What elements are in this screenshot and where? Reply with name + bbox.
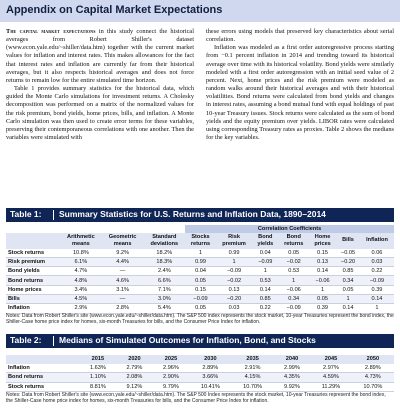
table-cell: 0.14: [336, 304, 360, 313]
table-cell: 0.39: [360, 285, 394, 294]
table-cell: 4.8%: [60, 276, 102, 285]
table-cell: 0.15: [309, 249, 336, 258]
table2-notes: Notes: Data from Robert Shiller's site (www.econ.yale.edu/~shiller/data.htm). The S&P 500 Index represents the stock market, 10-year Treasuries represent the bond index, the Shiller-Case home price index for homes, six-month Treasuries for bills, and the Consumer Price Index for inflation.: [6, 392, 386, 405]
table-cell: 4.6%: [102, 276, 144, 285]
table-cell: 0.03: [216, 304, 252, 313]
table-cell: 2.9%: [60, 304, 102, 313]
table1-title: Summary Statistics for U.S. Returns and Inflation Data, 1890–2014: [59, 209, 326, 219]
divider: [53, 336, 54, 346]
column-header-line: Risk: [228, 234, 240, 241]
body-columns: [6, 28, 394, 200]
row-label: Bills: [6, 294, 60, 303]
right-column: [206, 28, 394, 142]
table-cell: 0.99: [216, 249, 252, 258]
table-cell: 0.99: [185, 257, 216, 266]
year-header: 2050: [352, 355, 394, 364]
table-cell: 2.08%: [116, 373, 153, 383]
table-row: [6, 285, 394, 294]
table-cell: 0.34: [278, 294, 309, 303]
table-cell: 1: [309, 285, 336, 294]
column-header-line: Standard: [152, 234, 177, 241]
table-cell: 2.79%: [116, 364, 153, 373]
table-cell: 0.03: [360, 257, 394, 266]
table-cell: −0.20: [336, 257, 360, 266]
column-header-line: Stocks: [191, 234, 210, 241]
table1-notes: Notes: Data from Robert Shiller's site (www.econ.yale.edu/~shiller/data.htm). The S&P 500 index represents the stock market, 10-year Treasuries represent the bond index, the Shiller-Case home price index for homes, six-month Treasuries for bills, and the Consumer Price Index for inflation.: [6, 313, 394, 326]
table-cell: 10.70%: [231, 382, 273, 392]
table-cell: 0.05: [185, 276, 216, 285]
header-spacer: [6, 225, 185, 233]
table-cell: 0.85: [252, 294, 278, 303]
table-row: [6, 373, 394, 383]
table1-titlebar: [6, 208, 394, 222]
column-headers: [6, 233, 394, 249]
table-cell: 3.66%: [189, 373, 231, 383]
table-row: [6, 364, 394, 373]
table-cell: 1: [185, 249, 216, 258]
medians-table: [6, 355, 394, 392]
table-cell: 4.7%: [60, 267, 102, 276]
column-header-line: Arithmetic: [67, 234, 95, 241]
table-cell: 0.85: [336, 267, 360, 276]
table-cell: 4.5%: [60, 294, 102, 303]
column-header-line: returns: [190, 240, 211, 247]
table-cell: 1: [336, 294, 360, 303]
table-cell: 1.10%: [80, 373, 117, 383]
table-cell: 0.34: [336, 276, 360, 285]
year-header: 2015: [80, 355, 117, 364]
table-cell: 2.89%: [352, 364, 394, 373]
table-cell: −0.09: [185, 294, 216, 303]
table2-title: Medians of Simulated Outcomes for Inflation, Bond, and Stocks: [59, 335, 316, 345]
corner-cell: [6, 355, 80, 364]
corner-cell: [6, 233, 60, 249]
row-label: Inflation: [6, 364, 80, 373]
year-header: 2030: [189, 355, 231, 364]
table-cell: 0.05: [336, 285, 360, 294]
table-cell: 2.8%: [102, 304, 144, 313]
year-header: 2040: [274, 355, 311, 364]
column-header: [60, 233, 102, 249]
table-cell: 0.15: [185, 285, 216, 294]
table-cell: 0.14: [252, 285, 278, 294]
table-cell: −0.05: [336, 249, 360, 258]
column-header-line: Geometric: [108, 234, 137, 241]
table-row: [6, 276, 394, 285]
column-header-line: returns: [284, 240, 304, 247]
table-cell: 1.63%: [80, 364, 117, 373]
table-row: [6, 267, 394, 276]
left-column: [6, 28, 194, 142]
table-cell: −0.06: [309, 276, 336, 285]
row-label: Bond returns: [6, 276, 60, 285]
table-cell: 0.04: [185, 267, 216, 276]
table-cell: −0.02: [216, 276, 252, 285]
column-header-line: Home: [314, 234, 331, 241]
table-cell: 5.4%: [143, 304, 185, 313]
table-cell: 0.53: [252, 276, 278, 285]
table-cell: 6.6%: [143, 276, 185, 285]
column-header-line: Bills: [342, 237, 354, 244]
table-cell: −0.09: [360, 276, 394, 285]
year-header: 2020: [116, 355, 153, 364]
table-cell: 9.92%: [274, 382, 311, 392]
column-header: [336, 233, 360, 249]
table-row: [6, 257, 394, 266]
table-cell: 10.8%: [60, 249, 102, 258]
table-cell: 1: [278, 276, 309, 285]
year-header: 2025: [153, 355, 190, 364]
column-header-line: yields: [257, 240, 274, 247]
table-cell: −0.06: [278, 285, 309, 294]
column-header: [143, 233, 185, 249]
column-header-line: means: [72, 240, 90, 247]
table-cell: 2.4%: [143, 267, 185, 276]
table-cell: 4.15%: [231, 373, 273, 383]
table-cell: 18.2%: [143, 249, 185, 258]
table-cell: 2.97%: [310, 364, 351, 373]
column-header: [278, 233, 309, 249]
column-header: [216, 233, 252, 249]
row-label: Risk premium: [6, 257, 60, 266]
table-cell: 1: [360, 304, 394, 313]
table-cell: −0.02: [278, 257, 309, 266]
table-cell: 3.4%: [60, 285, 102, 294]
table-cell: −0.20: [216, 294, 252, 303]
lead-in: The capital market expectations: [6, 28, 96, 35]
column-header-line: premium: [222, 240, 246, 247]
table-cell: —: [102, 267, 144, 276]
table-cell: 10.41%: [189, 382, 231, 392]
table-cell: 4.73%: [352, 373, 394, 383]
row-label: Inflation: [6, 304, 60, 313]
table-cell: 3.0%: [143, 294, 185, 303]
table-cell: 8.81%: [80, 382, 117, 392]
paragraph-text: in this study connect the historical averages from Robert Shiller's dataset (www.econ.yale.edu/~shiller/data.htm) together with the current market values for inflation and interest rates. This makes allowances for the fact that interest rates and inflation are currently far from their historical averages, but it also respects historical averages and does not force returns to remain low for the entire simulated time horizon.: [6, 28, 195, 84]
table-cell: 0.14: [360, 294, 394, 303]
table-cell: 2.91%: [231, 364, 273, 373]
column-header-line: means: [113, 240, 132, 247]
table-cell: 0.13: [216, 285, 252, 294]
column-header: [252, 233, 278, 249]
table-cell: 2.96%: [153, 364, 190, 373]
table-cell: 2.89%: [189, 364, 231, 373]
page-header: [0, 0, 400, 22]
table-row: [6, 382, 394, 392]
table-cell: 6.1%: [60, 257, 102, 266]
table-cell: 0.05: [185, 304, 216, 313]
table-cell: 4.59%: [310, 373, 351, 383]
row-label: Bond returns: [6, 373, 80, 383]
table-cell: 0.39: [309, 304, 336, 313]
column-header-line: Bond: [286, 234, 301, 241]
table2-label: Table 2:: [10, 335, 42, 345]
column-header-line: deviations: [150, 240, 179, 247]
table-cell: 0.22: [252, 304, 278, 313]
table-cell: 7.1%: [143, 285, 185, 294]
column-header: [360, 233, 394, 249]
table-row: [6, 304, 394, 313]
paragraph: these errors using models that preserved key characteristics about serial correlation.: [206, 28, 394, 44]
row-label: Stock returns: [6, 249, 60, 258]
summary-statistics-table: [6, 225, 394, 314]
table1-label: Table 1:: [10, 209, 42, 219]
table-cell: 9.2%: [102, 249, 144, 258]
column-header: [185, 233, 216, 249]
paragraph: Table 1 provides summary statistics for the historical data, which guided the Monte Carlo simulations for investment returns. A Cholesky decomposition was performed on a matrix of the normalized values for the risk premium, bond yields, home prices, bills, and inflation. A Monte Carlo simulation was then used to create error terms for these variables, preserving their contemporaneous correlations with one another. Then the variables were simulated with: [6, 85, 194, 142]
table-cell: 18.3%: [143, 257, 185, 266]
table-cell: 0.13: [309, 257, 336, 266]
table-cell: 0.04: [252, 249, 278, 258]
table-cell: 0.06: [360, 249, 394, 258]
table-cell: 1: [216, 257, 252, 266]
table-cell: −0.09: [216, 267, 252, 276]
table-cell: 0.14: [309, 267, 336, 276]
column-header: [102, 233, 144, 249]
table-row: [6, 249, 394, 258]
table-cell: 11.29%: [310, 382, 351, 392]
year-header: 2045: [310, 355, 351, 364]
divider: [53, 210, 54, 220]
table-cell: 0.22: [360, 267, 394, 276]
row-label: Bond yields: [6, 267, 60, 276]
table-cell: 3.1%: [102, 285, 144, 294]
row-label: Home prices: [6, 285, 60, 294]
table-cell: 4.4%: [102, 257, 144, 266]
table-row: [6, 294, 394, 303]
table-cell: 0.05: [309, 294, 336, 303]
correlation-header: Correlation Coefficients: [185, 225, 394, 233]
table-cell: 10.70%: [352, 382, 394, 392]
table-cell: 9.79%: [153, 382, 190, 392]
table-cell: 0.05: [278, 249, 309, 258]
table-cell: −0.09: [278, 304, 309, 313]
paragraph: [6, 28, 194, 85]
table-cell: 2.90%: [153, 373, 190, 383]
column-header-line: Bond: [258, 234, 273, 241]
column-header-line: prices: [314, 240, 331, 247]
table-cell: −0.09: [252, 257, 278, 266]
table-cell: 0.53: [278, 267, 309, 276]
year-headers: [6, 355, 394, 364]
table-cell: 9.12%: [116, 382, 153, 392]
table-cell: —: [102, 294, 144, 303]
paragraph: Inflation was modeled as a first order autoregressive process starting from −0.1 percent inflation in 2014 and trending toward its historical average over time with its historical volatility. Bond yields were similarly modeled with a first order autoregression with an initial seed value of 2 percent. Next, home prices and the risk premium were modeled as random walks around their historical averages and with their historical volatilities. Bond returns were calculated from bond yields and changes in interest rates, assuming a bond mutual fund with equal holdings of past 10-year Treasury issues. Stock returns were calculated as the sum of bond yields and the equity premium over yields. LIBOR rates were calculated using corresponding Treasury rates as proxies. Table 2 shows the medians for the key variables.: [206, 44, 394, 142]
table-cell: 4.35%: [274, 373, 311, 383]
table-cell: 2.99%: [274, 364, 311, 373]
page-title: Appendix on Capital Market Expectations: [6, 4, 223, 16]
column-header: [309, 233, 336, 249]
table2-titlebar: [6, 334, 394, 348]
column-header-line: Inflation: [366, 237, 388, 244]
year-header: 2035: [231, 355, 273, 364]
table-cell: 1: [252, 267, 278, 276]
row-label: Stock returns: [6, 382, 80, 392]
